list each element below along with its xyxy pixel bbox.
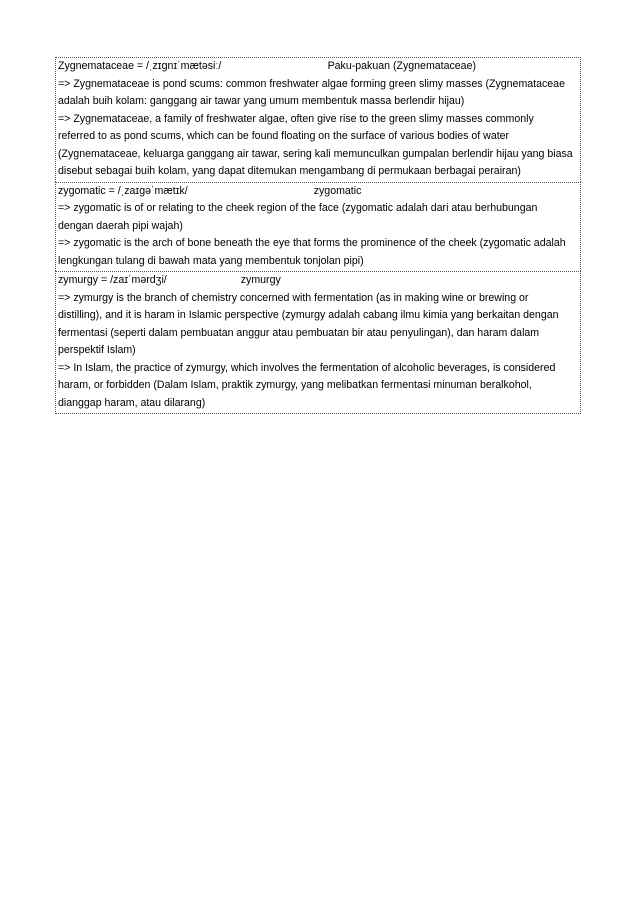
entry-zygnemataceae <box>55 57 581 182</box>
definition-line: => zygomatic is of or relating to the cheek region of the face (zygomatic adalah dari atau berhubungan <box>58 202 538 214</box>
headword: Zygnemataceae = /ˌzɪɡnɪˈmætəsiː/ <box>58 60 222 72</box>
definition-line: perspektif Islam) <box>58 344 136 356</box>
headword: zymurgy = /zaɪˈmərdʒi/ <box>58 274 167 286</box>
definition-line: => Zygnemataceae, a family of freshwater algae, often give rise to the green slimy masses commonly <box>58 112 534 125</box>
definition-line: => zymurgy is the branch of chemistry concerned with fermentation (as in making wine or brewing or <box>58 291 529 304</box>
definition-line: dengan daerah pipi wajah) <box>58 219 183 232</box>
definition-line: haram, or forbidden (Dalam Islam, praktik zymurgy, yang melibatkan fermentasi minuman beralkohol, <box>58 379 532 391</box>
translation: zymurgy <box>240 274 281 286</box>
definition-line: referred to as pond scums, which can be found floating on the surface of various bodies of water <box>58 130 510 142</box>
definition-line: distilling), and it is haram in Islamic perspective (zymurgy adalah cabang ilmu kimia yang berkaitan dengan <box>58 309 559 321</box>
definition-line: adalah buih kolam: ganggang air tawar yang umum membentuk massa berlendir hijau) <box>58 95 465 107</box>
entry-zygomatic <box>55 182 581 272</box>
dictionary-page <box>55 57 581 414</box>
entry-headline <box>58 58 578 76</box>
definition-line: disebut sebagai buih kolam, yang dapat ditemukan mengambang di permukaan berbagai perairan) <box>58 165 521 177</box>
entry-zymurgy <box>55 271 581 414</box>
translation: zygomatic <box>313 184 362 197</box>
definition-line: => In Islam, the practice of zymurgy, which involves the fermentation of alcoholic beverages, is considered <box>58 361 556 374</box>
definition-line: => zygomatic is the arch of bone beneath the eye that forms the prominence of the cheek (zygomatic adalah <box>58 237 566 249</box>
entry-headline <box>58 183 578 201</box>
definition-line: lengkungan tulang di bawah mata yang membentuk tonjolan pipi) <box>58 254 364 267</box>
headword: zygomatic = /ˌzaɪɡəˈmætɪk/ <box>58 184 188 197</box>
definition-line: dianggap haram, atau dilarang) <box>58 396 206 409</box>
definition-line: => Zygnemataceae is pond scums: common freshwater algae forming green slimy masses (Zygnemataceae <box>58 77 565 90</box>
entry-headline <box>58 272 578 290</box>
definition-line: (Zygnemataceae, keluarga ganggang air tawar, sering kali memunculkan gumpalan berlendir hijau yang biasa <box>58 147 573 160</box>
definition-line: fermentasi (seperti dalam pembuatan anggur atau pembuatan bir atau penyulingan), dan haram dalam <box>58 326 540 339</box>
translation: Paku-pakuan (Zygnemataceae) <box>327 60 476 72</box>
